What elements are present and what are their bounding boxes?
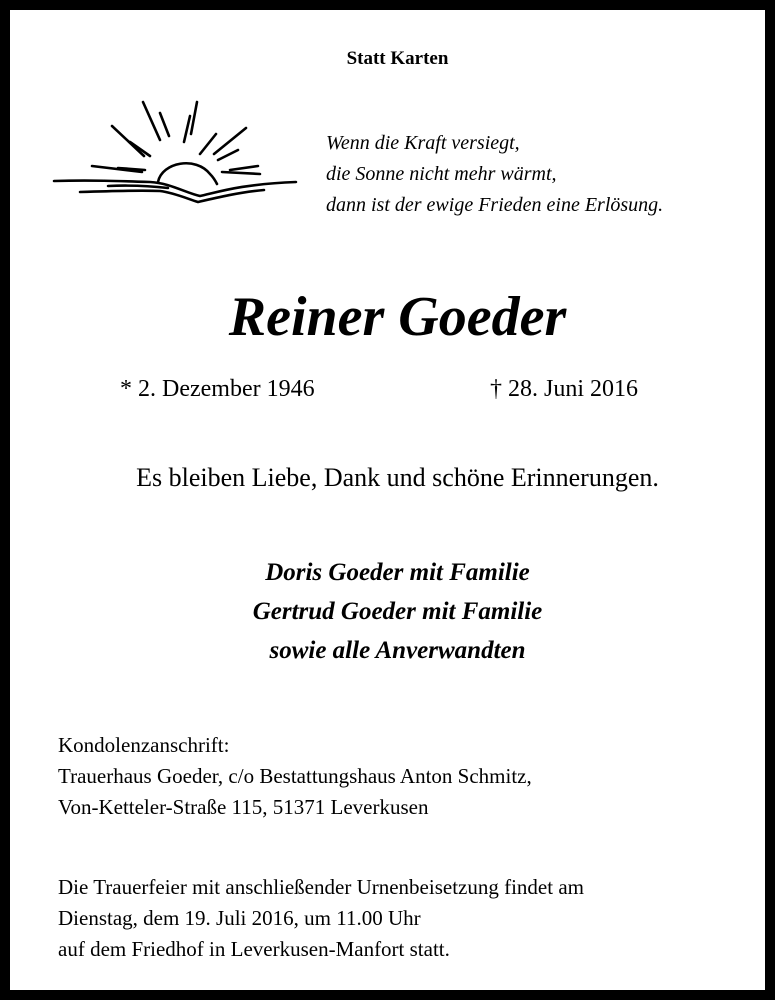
- verse: [326, 128, 663, 221]
- mourner-line: Gertrud Goeder mit Familie: [252, 598, 543, 625]
- condolence-line: Kondolenzanschrift:: [58, 733, 230, 757]
- verse-line: dann ist der ewige Frieden eine Erlösung.: [326, 194, 664, 216]
- condolence-line: Von-Ketteler-Straße 115, 51371 Leverkusen: [58, 795, 429, 819]
- ceremony-line: Dienstag, dem 19. Juli 2016, um 11.00 Uhr: [58, 906, 421, 930]
- birth-date: * 2. Dezember 1946: [120, 376, 315, 402]
- mourner-line: Doris Goeder mit Familie: [265, 559, 530, 586]
- motto: Es bleiben Liebe, Dank und schöne Erinnerungen.: [136, 463, 659, 492]
- header-statt-karten: Statt Karten: [346, 48, 449, 69]
- verse-line: die Sonne nicht mehr wärmt,: [326, 163, 557, 185]
- condolence-address: [58, 730, 532, 823]
- setting-sun-icon: [50, 98, 305, 210]
- mourner-line: sowie alle Anverwandten: [269, 637, 526, 664]
- mourners: [10, 553, 775, 670]
- ceremony-line: auf dem Friedhof in Leverkusen-Manfort statt.: [58, 937, 450, 961]
- condolence-line: Trauerhaus Goeder, c/o Bestattungshaus Anton Schmitz,: [58, 764, 532, 788]
- deceased-name: Reiner Goeder: [228, 286, 567, 348]
- ceremony-line: Die Trauerfeier mit anschließender Urnenbeisetzung findet am: [58, 875, 584, 899]
- death-date: † 28. Juni 2016: [490, 376, 639, 402]
- verse-line: Wenn die Kraft versiegt,: [326, 132, 520, 154]
- funeral-info: [58, 872, 584, 965]
